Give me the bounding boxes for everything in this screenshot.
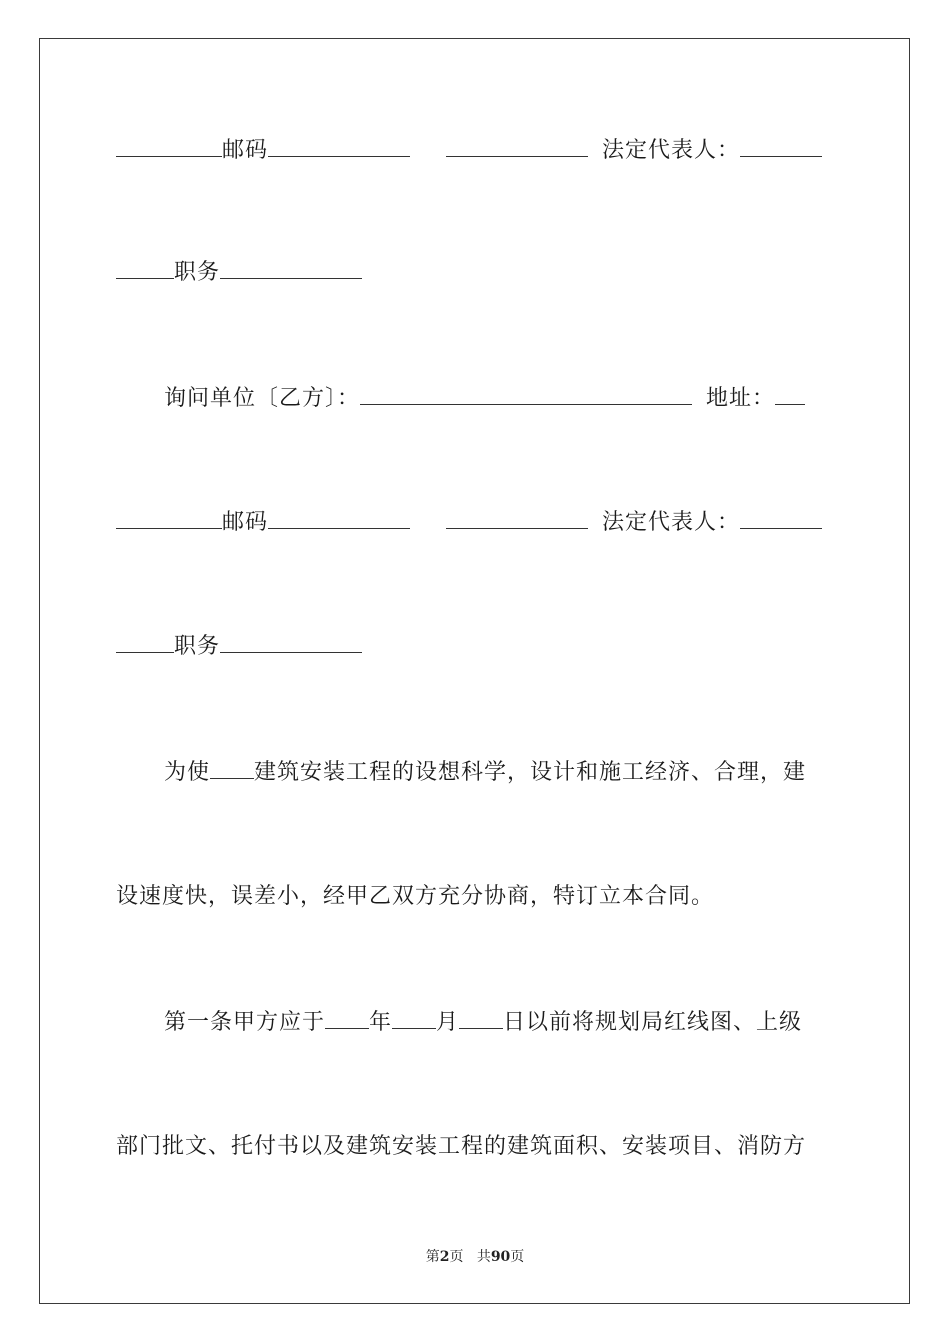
text-segment: 部门批文、托付书以及建筑安装工程的建筑面积、安装项目、消防方: [116, 1134, 807, 1159]
legal-rep-label: 法定代表人：: [602, 138, 741, 163]
blank-field[interactable]: [116, 136, 222, 157]
postcode-blank[interactable]: [268, 136, 410, 157]
total-suffix: 页: [510, 1249, 525, 1265]
article-1-line-1: [116, 1008, 834, 1038]
position-label: 职务: [174, 634, 221, 659]
purpose-paragraph-line-2: [116, 882, 834, 912]
legal-rep-blank[interactable]: [740, 136, 822, 157]
total-prefix: 共: [476, 1249, 491, 1265]
party-b-label: 询问单位〔乙方〕：: [164, 386, 361, 411]
page-footer: [0, 1248, 950, 1266]
legal-rep-label: 法定代表人：: [602, 510, 741, 535]
blank-field[interactable]: [116, 632, 174, 653]
purpose-paragraph-line-1: [116, 758, 834, 788]
blank-field[interactable]: [446, 508, 588, 529]
text-segment: 设速度快，误差小，经甲乙双方充分协商，特订立本合同。: [116, 884, 715, 909]
page-number: 2: [439, 1249, 450, 1265]
postcode-label: 邮码: [222, 510, 269, 535]
year-blank[interactable]: [325, 1008, 369, 1029]
project-name-blank[interactable]: [210, 758, 254, 779]
text-segment: 日以前将规划局红线图、上级: [503, 1010, 803, 1035]
party-b-position-line: [116, 632, 834, 662]
position-blank[interactable]: [220, 632, 362, 653]
legal-rep-blank[interactable]: [740, 508, 822, 529]
party-b-line: [116, 384, 834, 414]
page-suffix: 页: [449, 1249, 464, 1265]
position-blank[interactable]: [220, 258, 362, 279]
party-b-blank[interactable]: [360, 384, 692, 405]
blank-field[interactable]: [446, 136, 588, 157]
text-segment: 第一条甲方应于: [164, 1010, 326, 1035]
postcode-blank[interactable]: [268, 508, 410, 529]
text-segment: 为使: [164, 760, 211, 785]
total-pages: 90: [490, 1249, 511, 1265]
year-label: 年: [369, 1010, 393, 1035]
postcode-label: 邮码: [222, 138, 269, 163]
blank-field[interactable]: [116, 258, 174, 279]
month-label: 月: [436, 1010, 460, 1035]
page-prefix: 第: [425, 1249, 440, 1265]
party-a-position-line: [116, 258, 834, 288]
position-label: 职务: [174, 260, 221, 285]
blank-field[interactable]: [116, 508, 222, 529]
article-1-line-2: [116, 1132, 834, 1162]
text-segment: 建筑安装工程的设想科学，设计和施工经济、合理，建: [254, 760, 807, 785]
day-blank[interactable]: [459, 1008, 503, 1029]
party-b-postcode-line: [116, 508, 834, 538]
address-blank[interactable]: [775, 384, 805, 405]
month-blank[interactable]: [392, 1008, 436, 1029]
party-a-postcode-line: [116, 136, 834, 166]
page-border: [39, 38, 910, 1304]
address-label: 地址：: [706, 386, 776, 411]
